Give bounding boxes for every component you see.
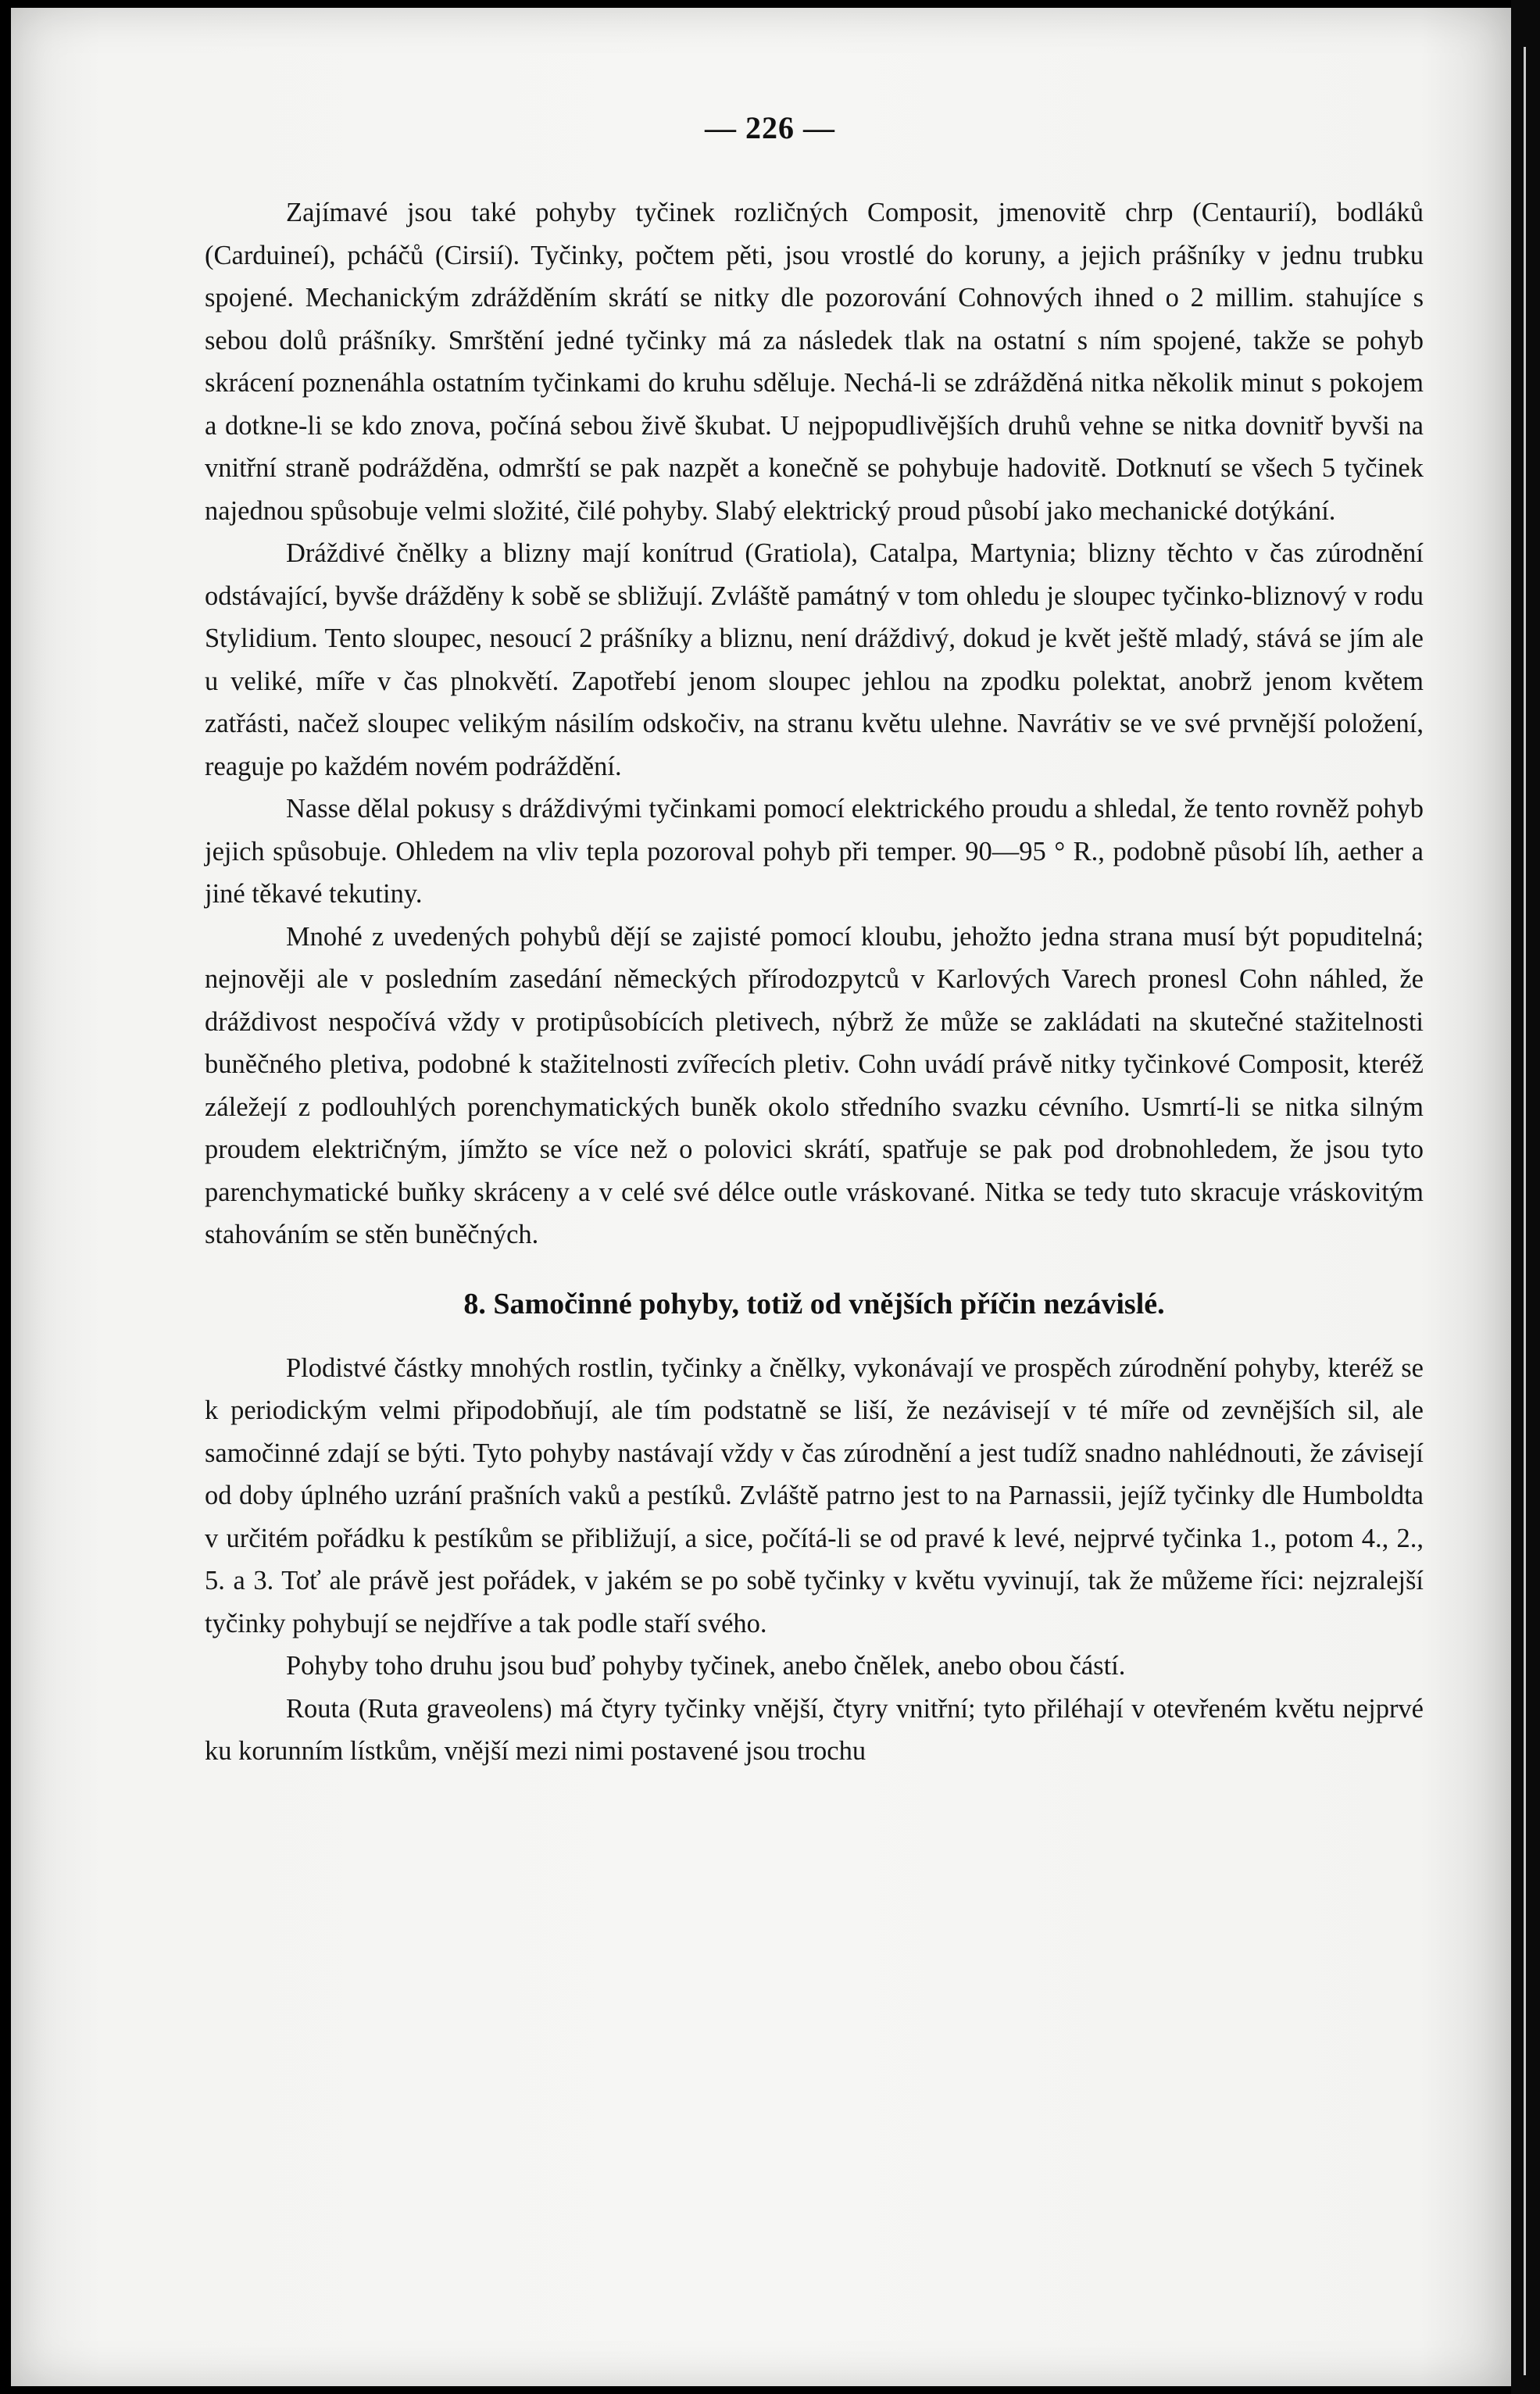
body-text	[205, 191, 1424, 1773]
paragraph-composit-stamens: Zajímavé jsou také pohyby tyčinek rozličných Composit, jmenovitě chrp (Centaurií), bodláků (Carduineí), pcháčů (Cirsií). Tyčinky, počtem pěti, jsou vrostlé do koruny, a jejich prášníky v jednu trubku spojené. Mechanickým zdrážděním skrátí se nitky dle pozorování Cohnových ihned o 2 millim. stahujíce s sebou dolů prášníky. Smrštění jedné tyčinky má za následek tlak na ostatní s ním spojené, takže se pohyb skrácení poznenáhla ostatním tyčinkami do kruhu sděluje. Nechá-li se zdrážděná nitka několik minut s pokojem a dotkne-li se kdo znova, počíná sebou živě škubat. U nejpopudlivějších druhů vehne se nitka dovnitř byvši na vnitřní straně podrážděna, odmrští se pak nazpět a konečně se pohybuje hadovitě. Dotknutí se všech 5 tyčinek najednou spůsobuje velmi složité, čilé pohyby. Slabý elektrický proud působí jako mechanické dotýkání.	[205, 198, 1424, 526]
page-number: — 226 —	[705, 110, 835, 145]
paragraph-spontaneous-movements: Plodistvé částky mnohých rostlin, tyčinky a čnělky, vykonávají ve prospěch zúrodnění pohyby, kteréž se k periodickým velmi připodobňují, ale tím podstatně se liší, že nezávisejí v té míře od zevnějších sil, ale samočinné zdají se býti. Tyto pohyby nastávají vždy v čas zúrodnění a jest tudíž snadno nahlédnouti, že závisejí od doby úplného uzrání prašních vaků a pestíků. Zvláště patrno jest to na Parnassii, jejíž tyčinky dle Humboldta v určitém pořádku k pestíkům se přibližují, a sice, počítá-li se od pravé k levé, nejprvé tyčinka 1., potom 4., 2., 5. a 3. Toť ale právě jest pořádek, v jakém se po sobě tyčinky v květu vyvinují, tak že můžeme říci: nejzralejší tyčinky pohybují se nejdříve a tak podle staří svého.	[205, 1352, 1424, 1638]
section-heading: 8. Samočinné pohyby, totiž od vnějších příčin nezávislé.	[463, 1287, 1165, 1320]
scan-edge-line	[1524, 47, 1526, 2375]
paragraph-cohn: Mnohé z uvedených pohybů dějí se zajisté pomocí kloubu, jehožto jedna strana musí být popuditelná; nejnověji ale v posledním zasedání německých přírodozpytců v Karlových Varech pronesl Cohn náhled, že dráždivost nespočívá vždy v protipůsobících pletivech, nýbrž že může se zakládati na skutečné stažitelnosti buněčného pletiva, podobné k stažitelnosti zvířecích pletiv. Cohn uvádí právě nitky tyčinkové Composit, kteréž záležejí z podlouhlých porenchymatických buněk okolo středního svazku cévního. Usmrtí-li se nitka silným proudem električným, jímžto se více než o polovici skrátí, spatřuje se pak pod drobnohledem, že jsou tyto parenchymatické buňky skráceny a v celé své délce outle vráskované. Nitka se tedy tuto skracuje vráskovitým stahováním se stěn buněčných.	[205, 921, 1424, 1249]
paragraph-nasse: Nasse dělal pokusy s dráždivými tyčinkami pomocí elektrického proudu a shledal, že tento rovněž pohyb jejich spůsobuje. Ohledem na vliv tepla pozoroval pohyb při temper. 90—95 ° R., podobně působí líh, aether a jiné těkavé tekutiny.	[205, 794, 1424, 909]
paragraph-ruta: Routa (Ruta graveolens) má čtyry tyčinky vnější, čtyry vnitřní; tyto přiléhají v otevřeném květu nejprvé ku korunním lístkům, vnější mezi nimi postavené jsou trochu	[205, 1693, 1424, 1766]
paragraph-irritable-styles: Dráždivé čnělky a blizny mají konítrud (Gratiola), Catalpa, Martynia; blizny těchto v čas zúrodnění odstávající, byvše drážděny k sobě se sbližují. Zvláště památný v tom ohledu je sloupec tyčinko-bliznový v rodu Stylidium. Tento sloupec, nesoucí 2 prášníky a bliznu, není dráždivý, dokud je květ ještě mladý, stává se jím ale u veliké, míře v čas plnokvětí. Zapotřebí jenom sloupec jehlou na zpodku polektat, anobrž jenom květem zatřásti, načež sloupec velikým násilím odskočiv, na stranu květu ulehne. Navrátiv se ve své prvnější položení, reaguje po každém novém podráždění.	[205, 538, 1424, 781]
paragraph-movement-types: Pohyby toho druhu jsou buď pohyby tyčinek, anebo čnělek, anebo obou částí.	[286, 1651, 1126, 1681]
